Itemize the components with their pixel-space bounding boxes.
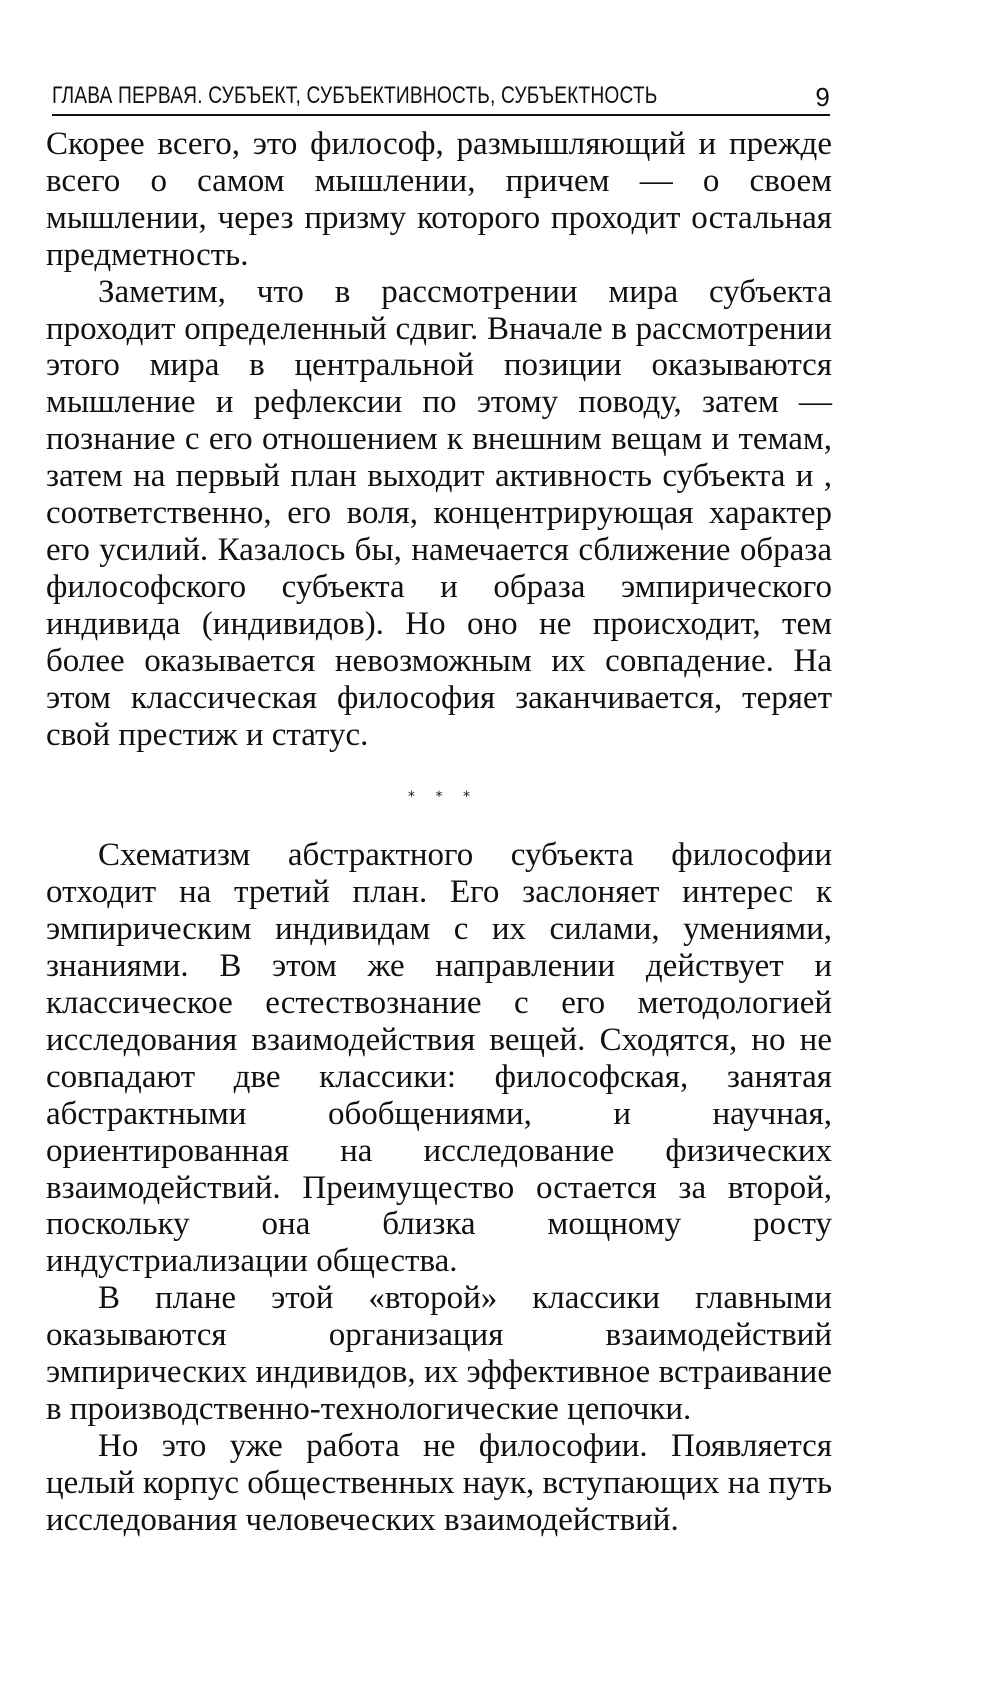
paragraph: Но это уже работа не философии. Появляется целый корпус общественных наук, вступающих на путь исследования человеческих взаимодействий. (46, 1427, 832, 1538)
running-header (52, 80, 830, 116)
section-separator: * * * (408, 789, 478, 806)
page-number: 9 (815, 82, 830, 112)
paragraph: Скорее всего, это философ, размышляющий и прежде всего о самом мышлении, причем — о своем мышлении, через призму которого проходит остальная предметность. (46, 126, 832, 273)
paragraph: В плане этой «второй» классики главными оказываются организация взаимодействий эмпирических индивидов, их эффективное встраивание в производственно-технологические цепочки. (46, 1280, 832, 1427)
paragraph: Схематизм абстрактного субъекта философии отходит на третий план. Его заслоняет интерес к эмпирическим индивидам с их силами, умениями, знаниями. В этом же направлении действует и классическое естествознание с его методологией исследования взаимодействия вещей. Сходятся, но не совпадают две классики: философская, занятая абстрактными обобщениями, и научная, ориентированная на исследование физических взаимодействий. Преимущество остается за второй, поскольку она близка мощному росту индустриализации общества. (46, 837, 832, 1280)
body-text (46, 126, 832, 1539)
chapter-title: ГЛАВА ПЕРВАЯ. СУБЪЕКТ, СУБЪЕКТИВНОСТЬ, СУБЪЕКТНОСТЬ (52, 82, 658, 109)
paragraph: Заметим, что в рассмотрении мира субъекта проходит определенный сдвиг. Вначале в рассмотрении этого мира в центральной позиции оказываются мышление и рефлексии по этому поводу, затем — познание с его отношением к внешним вещам и темам, затем на первый план выходит активность субъекта и , соответственно, его воля, концентрирующая характер его усилий. Казалось бы, намечается сближение образа философского субъекта и образа эмпирического индивида (индивидов). Но оно не происходит, тем более оказывается невозможным их совпадение. На этом классическая философия заканчивается, теряет свой престиж и статус. (46, 273, 832, 753)
